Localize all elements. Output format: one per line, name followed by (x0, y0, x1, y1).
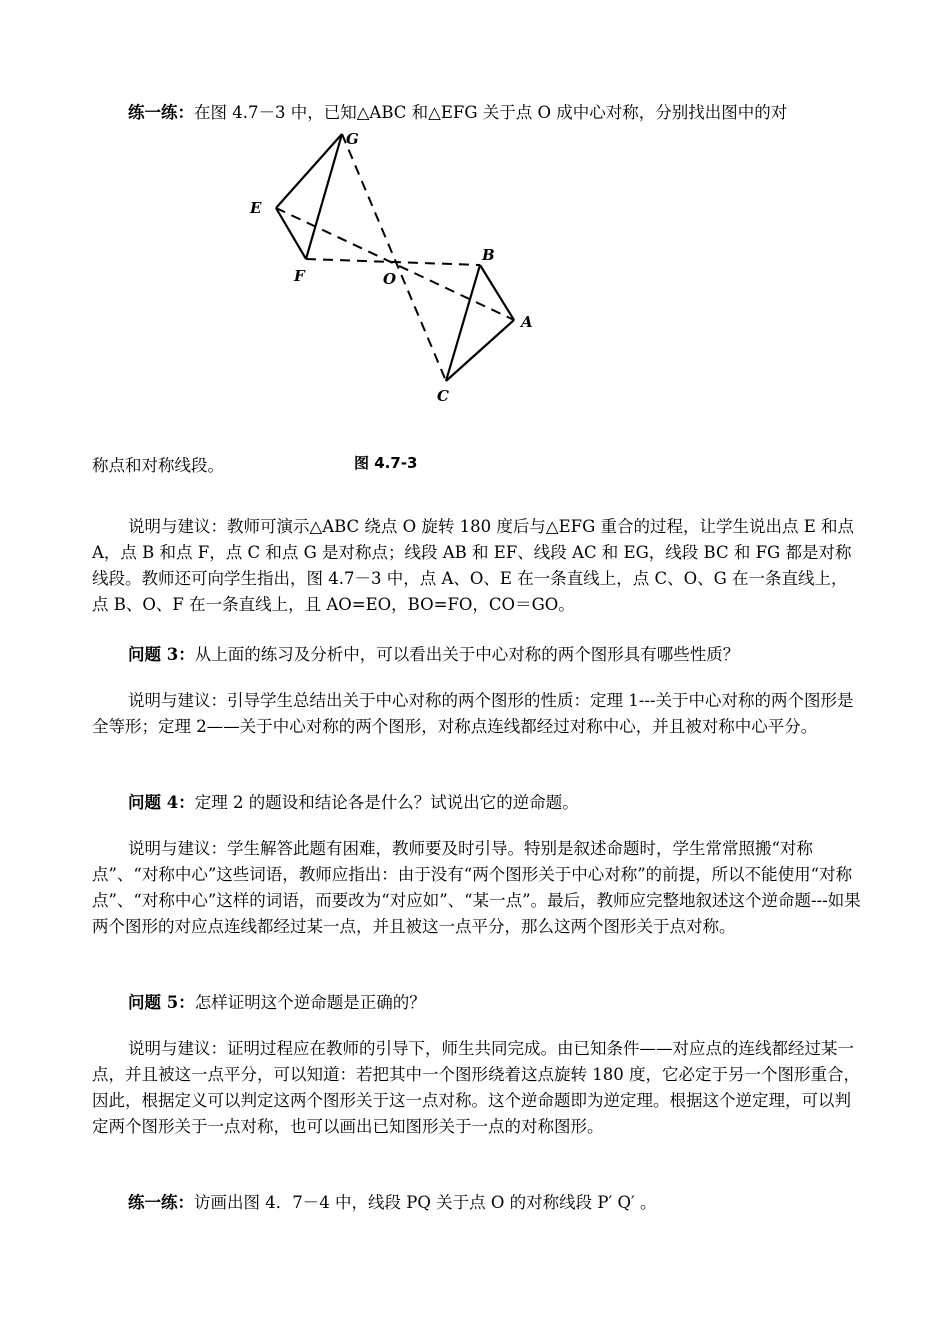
label-E: E (250, 199, 262, 217)
exercise-2-text: 访画出图 4．7－4 中，线段 PQ 关于点 O 的对称线段 P′ Q′ 。 (194, 1193, 657, 1212)
exercise-1-continuation: 称点和对称线段。 (92, 456, 224, 475)
question-5-paragraph (92, 990, 862, 1016)
question-3-label: 问题 3： (128, 645, 195, 664)
segment-EF (276, 208, 306, 259)
label-B: B (482, 246, 495, 264)
question-4-label: 问题 4： (128, 793, 195, 812)
segment-BC (446, 265, 480, 381)
note-1-paragraph: 说明与建议：教师可演示△ABC 绕点 O 旋转 180 度后与△EFG 重合的过程，让学生说出点 E 和点 A，点 B 和点 F，点 C 和点 G 是对称点；线段 AB 和 EF、线段 AC 和 EG，线段 BC 和 FG 都是对称线段。教师还可向学生指出，图 4.7－3 中，点 A、O、E 在一条直线上，点 C、O、G 在一条直线上，点 B、O、F 在一条直线上，且 AO=EO，BO=FO，CO＝GO。 (92, 517, 855, 614)
question-5-label: 问题 5： (128, 993, 195, 1012)
label-O: O (383, 270, 397, 288)
exercise-1-paragraph (92, 100, 862, 126)
question-4-paragraph (92, 790, 862, 816)
note-4-paragraph: 说明与建议：证明过程应在教师的引导下，师生共同完成。由已知条件——对应点的连线都经过某一点，并且被这一点平分，可以知道：若把其中一个图形绕着这点旋转 180 度，它必定于另一个图形重合，因此，根据定义可以判定这两个图形关于这一点对称。这个逆命题即为逆定理。根据这个逆定理，可以判定两个图形关于一点对称，也可以画出已知图形关于一点的对称图形。 (92, 1039, 860, 1136)
dashed-line-FB (306, 259, 480, 265)
figure-caption-row (92, 452, 862, 478)
question-3-text: 从上面的练习及分析中，可以看出关于中心对称的两个图形具有哪些性质？ (194, 645, 740, 664)
question-3-paragraph (92, 642, 862, 668)
exercise-1-text: 在图 4.7－3 中，已知△ABC 和△EFG 关于点 O 成中心对称，分别找出图中的对 (194, 103, 788, 122)
label-F: F (294, 267, 305, 285)
figure-caption: 图 4.7-3 (354, 454, 418, 472)
dashed-line-GC (342, 134, 446, 381)
segment-AC (446, 320, 514, 381)
figure-central-symmetry (230, 124, 550, 414)
note-3-paragraph: 说明与建议：学生解答此题有困难，教师要及时引导。特别是叙述命题时，学生常常照搬“对称点”、“对称中心”这些词语，教师应指出：由于没有“两个图形关于中心对称”的前提，所以不能使用“对称点”、“对称中心”这样的词语，而要改为“对应如”、“某一点”。最后，教师应完整地叙述这个逆命题---如果两个图形的对应点连线都经过某一点，并且被这一点平分，那么这两个图形关于点对称。 (92, 839, 861, 936)
exercise-1-label: 练一练： (128, 103, 194, 122)
label-C: C (437, 387, 449, 405)
note-2-paragraph: 说明与建议：引导学生总结出关于中心对称的两个图形的性质：定理 1---关于中心对称的两个图形是全等形；定理 2——关于中心对称的两个图形，对称点连线都经过对称中心，并且被对称中心平分。 (92, 691, 854, 736)
question-4-text: 定理 2 的题设和结论各是什么？试说出它的逆命题。 (194, 793, 579, 812)
question-5-text: 怎样证明这个逆命题是正确的？ (194, 993, 426, 1012)
exercise-2-label: 练一练： (128, 1193, 194, 1212)
label-A: A (521, 313, 533, 331)
label-G: G (346, 130, 359, 148)
exercise-2-paragraph (92, 1190, 862, 1216)
